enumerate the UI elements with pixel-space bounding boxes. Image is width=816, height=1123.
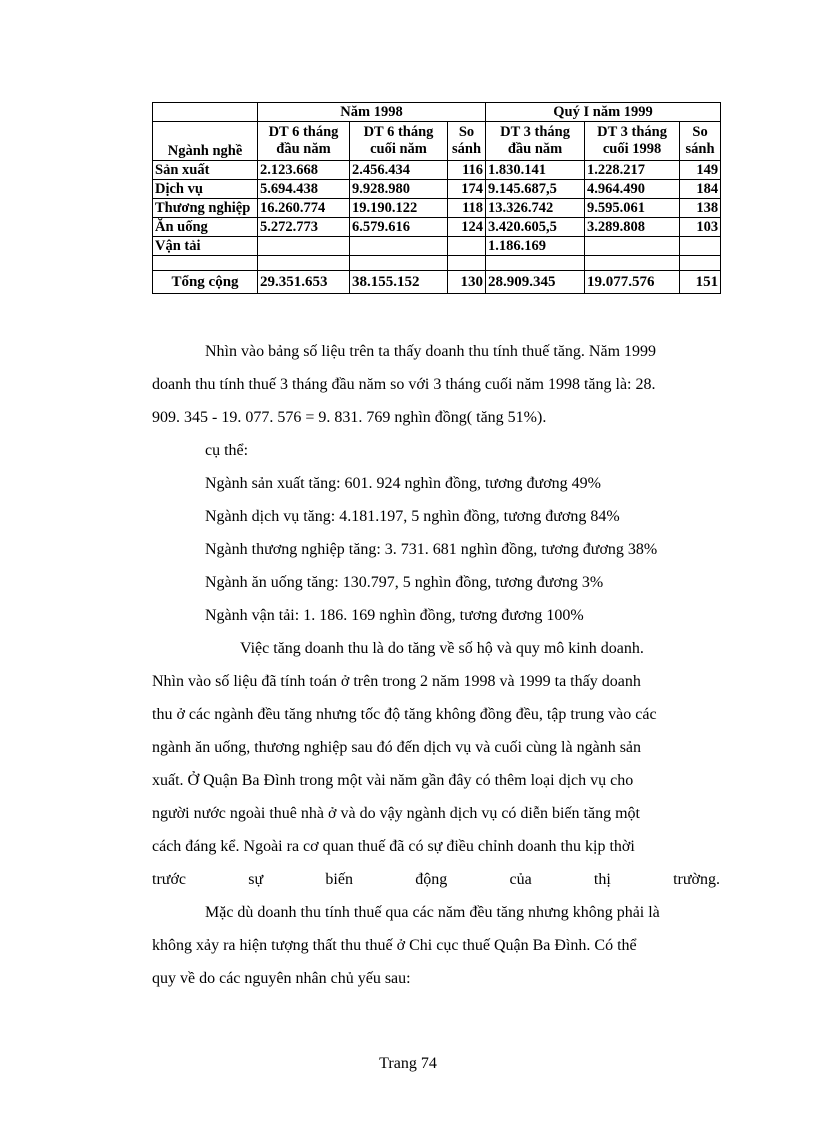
- header-cell: DT 6 tháng cuối năm: [350, 122, 448, 161]
- header-cell: So sánh: [680, 122, 721, 161]
- paragraph-line: người nước ngoài thuê nhà ở và do vậy ngành dịch vụ có diễn biến tăng một: [152, 805, 640, 822]
- paragraph-line: xuất. Ở Quận Ba Đình trong một vài năm gần đây có thêm loại dịch vụ cho: [152, 772, 634, 789]
- table-row: Thương nghiệp 16.260.774 19.190.122 118 13.326.742 9.595.061 138: [153, 199, 721, 218]
- header-group-1998: Năm 1998: [258, 103, 486, 122]
- table-row: Sản xuất 2.123.668 2.456.434 116 1.830.141 1.228.217 149: [153, 161, 721, 180]
- paragraph-line: cách đáng kể. Ngoài ra cơ quan thuế đã có sự điều chỉnh doanh thu kịp thời: [152, 838, 635, 855]
- header-cell: DT 6 tháng đầu năm: [258, 122, 350, 161]
- paragraph-line: không xảy ra hiện tượng thất thu thuế ở Chi cục thuế Quận Ba Đình. Có thể: [152, 937, 637, 954]
- table-header-row-2: [153, 122, 721, 161]
- paragraph-line: doanh thu tính thuế 3 tháng đầu năm so với 3 tháng cuối năm 1998 tăng là: 28.: [152, 376, 656, 393]
- paragraph-line: thu ở các ngành đều tăng nhưng tốc độ tăng không đồng đều, tập trung vào các: [152, 706, 657, 723]
- paragraph-line: Việc tăng doanh thu là do tăng về số hộ và quy mô kinh doanh.: [240, 640, 644, 657]
- table-total-row: Tổng cộng 29.351.653 38.155.152 130 28.909.345 19.077.576 151: [153, 271, 721, 294]
- header-cell: So sánh: [448, 122, 486, 161]
- justified-line: trước sự biến động của thị trường.: [152, 871, 720, 888]
- header-cell: DT 3 tháng cuối 1998: [585, 122, 680, 161]
- header-group-1999: Quý I năm 1999: [486, 103, 721, 122]
- header-row-label: Ngành nghề: [153, 122, 258, 161]
- paragraph-line: quy về do các nguyên nhân chủ yếu sau:: [152, 970, 411, 987]
- list-item: Ngành ăn uống tăng: 130.797, 5 nghìn đồng, tương đương 3%: [205, 574, 604, 591]
- header-cell: DT 3 tháng đầu năm: [486, 122, 585, 161]
- table-row: Vận tải 1.186.169: [153, 237, 721, 256]
- revenue-table: [152, 102, 721, 294]
- list-item: Ngành dịch vụ tăng: 4.181.197, 5 nghìn đồng, tương đương 84%: [205, 508, 620, 525]
- table-row: Ăn uống 5.272.773 6.579.616 124 3.420.605,5 3.289.808 103: [153, 218, 721, 237]
- list-item: Ngành sản xuất tăng: 601. 924 nghìn đồng, tương đương 49%: [205, 475, 602, 492]
- list-item: Ngành thương nghiệp tăng: 3. 731. 681 nghìn đồng, tương đương 38%: [205, 541, 658, 558]
- list-intro: cụ thể:: [205, 442, 249, 459]
- list-item: Ngành vận tải: 1. 186. 169 nghìn đồng, tương đương 100%: [205, 607, 584, 624]
- paragraph-line: Mặc dù doanh thu tính thuế qua các năm đều tăng nhưng không phải là: [205, 904, 660, 921]
- paragraph-line: Nhìn vào bảng số liệu trên ta thấy doanh thu tính thuế tăng. Năm 1999: [205, 343, 657, 360]
- table-row: Dịch vụ 5.694.438 9.928.980 174 9.145.687,5 4.964.490 184: [153, 180, 721, 199]
- table-header-row-1: [153, 103, 721, 122]
- page-number: Trang 74: [379, 1055, 437, 1072]
- paragraph-line: Nhìn vào số liệu đã tính toán ở trên trong 2 năm 1998 và 1999 ta thấy doanh: [152, 673, 641, 690]
- paragraph-line: ngành ăn uống, thương nghiệp sau đó đến dịch vụ và cuối cùng là ngành sản: [152, 739, 642, 756]
- table-blank-row: [153, 256, 721, 271]
- header-blank-cell: [153, 103, 258, 122]
- paragraph-line: 909. 345 - 19. 077. 576 = 9. 831. 769 nghìn đồng( tăng 51%).: [152, 409, 547, 426]
